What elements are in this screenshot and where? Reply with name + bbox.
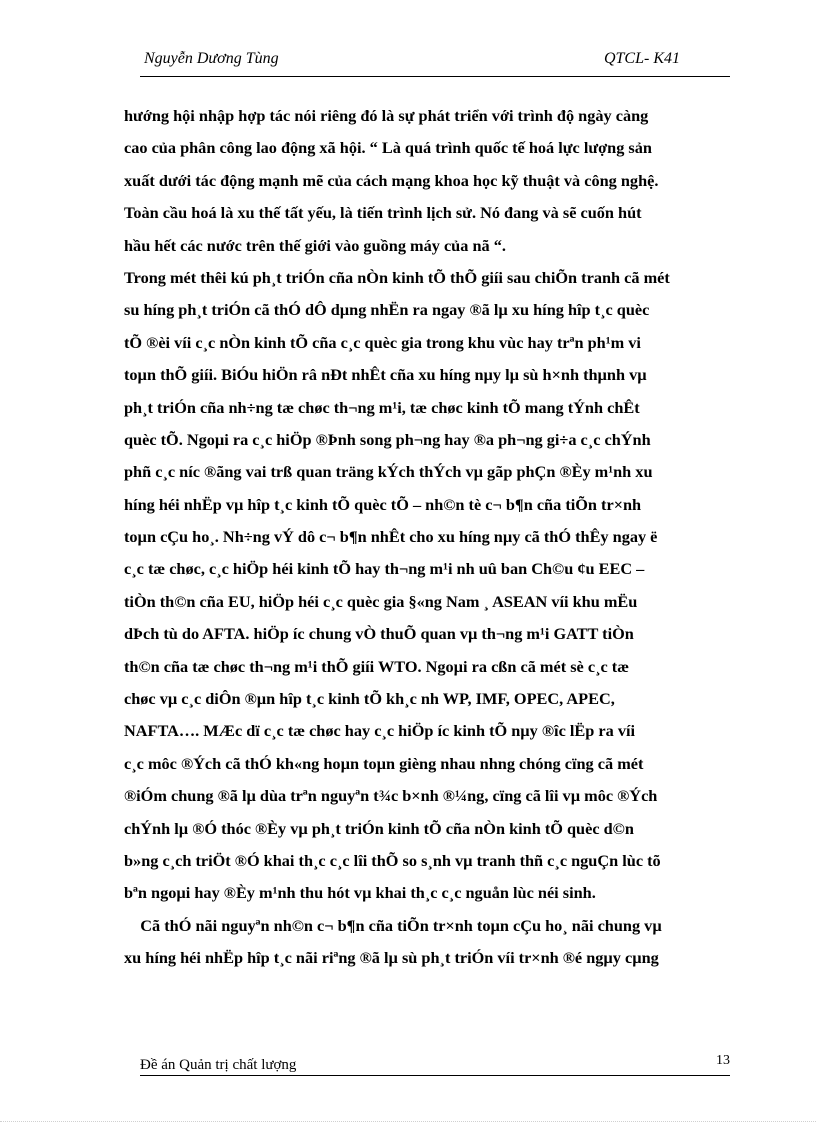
text-line: cao của phân công lao động xã hội. “ Là quá trình quốc tế hoá lực lượng sản — [124, 138, 652, 158]
text-line: Toàn cầu hoá là xu thế tất yếu, là tiến trình lịch sử. Nó đang và sẽ cuốn hút — [124, 203, 642, 223]
body-text — [124, 104, 769, 979]
text-line: Trong mét thêi kú ph¸t triÓn cña nÒn kinh tÕ thÕ giíi sau chiÕn tranh cã mét — [124, 267, 670, 287]
text-line: toµn thÕ giíi. BiÓu hiÖn râ nÐt nhÊt cña xu híng nµy lµ sù h×nh thµnh vµ — [124, 365, 647, 385]
text-line: toµn cÇu ho¸. Nh÷ng vÝ dô c¬ b¶n nhÊt cho xu híng nµy cã thÓ thÊy ngay ë — [124, 527, 658, 547]
header-author: Nguyễn Dương Tùng — [144, 50, 279, 67]
text-line: ph¸t triÓn cña nh÷ng tæ chøc th¬ng m¹i, tæ chøc kinh tÕ mang tÝnh chÊt — [124, 397, 640, 417]
text-line: chÝnh lµ ®Ó thóc ®Èy vµ ph¸t triÓn kinh tÕ cña nÒn kinh tÕ quèc d©n — [124, 818, 634, 838]
text-line: NAFTA…. MÆc dï c¸c tæ chøc hay c¸c hiÖp íc kinh tÕ nµy ®îc lËp ra víi — [124, 721, 636, 741]
text-line: bªn ngoµi hay ®Èy m¹nh thu hót vµ khai th¸c c¸c nguån lùc néi sinh. — [124, 883, 596, 903]
text-line: chøc vµ c¸c diÔn ®µn hîp t¸c kinh tÕ kh¸c nh WP, IMF, OPEC, APEC, — [124, 689, 615, 709]
text-line: xuất dưới tác động mạnh mẽ của cách mạng khoa học kỹ thuật và công nghệ. — [124, 170, 659, 190]
text-line: c¸c môc ®Ých cã thÓ kh«ng hoµn toµn gièng nhau nhng chóng cïng cã mét — [124, 753, 644, 773]
text-line: tiÒn th©n cña EU, hiÖp héi c¸c quèc gia §«ng Nam ¸ ASEAN víi khu mËu — [124, 591, 638, 611]
page-header — [140, 50, 730, 77]
text-line: ®iÓm chung ®ã lµ dùa trªn nguyªn t¾c b×nh ®¼ng, cïng cã lîi vµ môc ®Ých — [124, 786, 658, 806]
text-line: Cã thÓ nãi nguyªn nh©n c¬ b¶n cña tiÕn tr×nh toµn cÇu ho¸ nãi chung vµ — [124, 915, 662, 935]
page-edge-divider — [0, 1121, 816, 1122]
text-line: hướng hội nhập hợp tác nói riêng đó là sự phát triển với trình độ ngày càng — [124, 106, 649, 125]
text-line: híng héi nhËp vµ hîp t¸c kinh tÕ quèc tÕ – nh©n tè c¬ b¶n cña tiÕn tr×nh — [124, 494, 642, 514]
text-line: su híng ph¸t triÓn cã thÓ dÔ dµng nhËn ra ngay ®ã lµ xu híng hîp t¸c quèc — [124, 300, 650, 320]
text-line: quèc tÕ. Ngoµi ra c¸c hiÖp ®Þnh song ph¬ng hay ®a ph¬ng gi÷a c¸c chÝnh — [124, 429, 651, 449]
text-line: phñ c¸c níc ®ãng vai trß quan träng kÝch thÝch vµ gãp phÇn ®Èy m¹nh xu — [124, 462, 653, 482]
text-line: th©n cña tæ chøc th¬ng m¹i thÕ giíi WTO. Ngoµi ra cßn cã mét sè c¸c tæ — [124, 656, 629, 676]
text-line: tÕ ®èi víi c¸c nÒn kinh tÕ cña c¸c quèc gia trong khu vùc hay trªn ph¹m vi — [124, 332, 641, 352]
text-line: b»ng c¸ch triÖt ®Ó khai th¸c c¸c lîi thÕ so s¸nh vµ tranh thñ c¸c nguÇn lùc tõ — [124, 850, 661, 870]
text-line: xu híng héi nhËp hîp t¸c nãi riªng ®ã lµ sù ph¸t triÓn víi tr×nh ®é ngµy cµng — [124, 948, 659, 968]
text-line: hầu hết các nước trên thế giới vào guồng máy của nã “. — [124, 235, 506, 255]
text-line: c¸c tæ chøc, c¸c hiÖp héi kinh tÕ hay th¬ng m¹i nh uû ban Ch©u ¢u EEC – — [124, 559, 645, 579]
footer-title: Đề án Quản trị chất lượng — [140, 1057, 297, 1073]
header-class-code: QTCL- K41 — [603, 50, 680, 67]
page-number: 13 — [716, 1053, 730, 1068]
page-footer — [140, 1053, 730, 1076]
text-line: dÞch tù do AFTA. hiÖp íc chung vÒ thuÕ quan vµ th¬ng m¹i GATT tiÒn — [124, 624, 634, 644]
